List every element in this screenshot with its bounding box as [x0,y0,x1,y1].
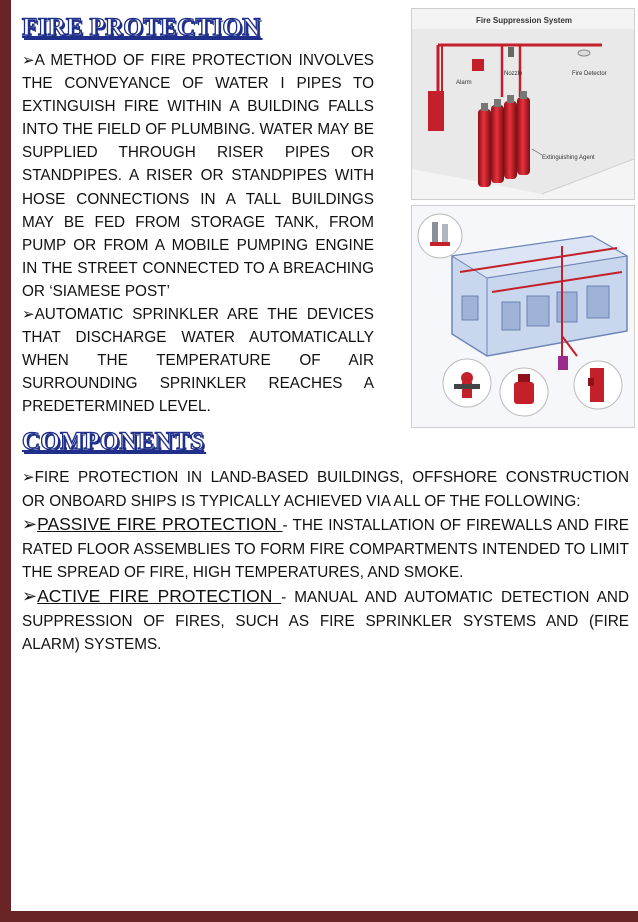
alarm-icon [472,59,484,71]
control-panel-icon [428,91,444,131]
alarm-label: Alarm [456,80,472,86]
components-intro: ➢FIRE PROTECTION IN LAND-BASED BUILDINGS, OFFSHORE CONSTRUCTION OR ONBOARD SHIPS IS TYPICALLY ACHIEVED VIA ALL OF THE FOLLOWING: [22,469,629,510]
bottom-border [0,911,638,922]
passive-protection: ➢PASSIVE FIRE PROTECTION - THE INSTALLATION OF FIREWALLS AND FIRE RATED FLOOR ASSEMBLIES TO FORM FIRE COMPARTMENTS INTENDED TO LIMIT THE SPREAD OF FIRE, HIGH TEMPERATURES, AND SMOKE. [22,514,629,582]
bullet-arrow-icon: ➢ [22,52,35,69]
intro-paragraph: ➢AUTOMATIC SPRINKLER ARE THE DEVICES THAT DISCHARGE WATER AUTOMATICALLY WHEN THE TEMPERATURE OF AIR SURROUNDING SPRINKLER REACHES A PREDETERMINED LEVEL. [22,306,374,416]
detector-label: Fire Detector [572,71,607,77]
valve-icon [558,356,568,370]
fire-detector-icon [578,50,590,56]
agent-label: Extinguishing Agent [542,155,595,161]
bullet-arrow-icon: ➢ [22,306,35,324]
passive-title: PASSIVE FIRE PROTECTION [37,514,283,535]
left-border [0,0,11,922]
active-protection: ➢ACTIVE FIRE PROTECTION - MANUAL AND AUTOMATIC DETECTION AND SUPPRESSION OF FIRES, SUCH AS FIRE SPRINKLER SYSTEMS AND (FIRE ALARM) SYSTEMS. [22,585,629,654]
sprinkler-head-icon [418,214,462,258]
intro-text [22,49,374,419]
sprinkler-building-diagram [411,205,635,428]
components-title: COMPONENTS [22,428,205,455]
bullet-arrow-icon: ➢ [22,585,38,606]
nozzle-icon [508,47,514,57]
fire-suppression-diagram [411,8,635,200]
bullet-arrow-icon: ➢ [22,514,38,535]
components-text [22,466,629,657]
page-title: FIRE PROTECTION [22,14,261,41]
nozzle-label: Nozzle [504,71,523,77]
bullet-arrow-icon: ➢ [22,469,35,486]
extinguishing-cylinders-icon [478,91,530,187]
active-title: ACTIVE FIRE PROTECTION [37,585,282,606]
intro-paragraph: ➢A METHOD OF FIRE PROTECTION INVOLVES THE CONVEYANCE OF WATER I PIPES TO EXTINGUISH FIRE WITHIN A BUILDING FALLS INTO THE FIELD OF PLUMBING. WATER MAY BE SUPPLIED THROUGH RISER PIPES OR STANDPIPES. A RISER OR STANDPIPES WITH HOSE CONNECTIONS IN A TALL BUILDINGS MAY BE FED FROM STORAGE TANK, FROM PUMP OR FROM A MOBILE PUMPING ENGINE IN THE STREET CONNECTED TO A BREACHING OR ‘SIAMESE POST’ [22,52,374,300]
diagram-title: Fire Suppression System [476,16,573,25]
